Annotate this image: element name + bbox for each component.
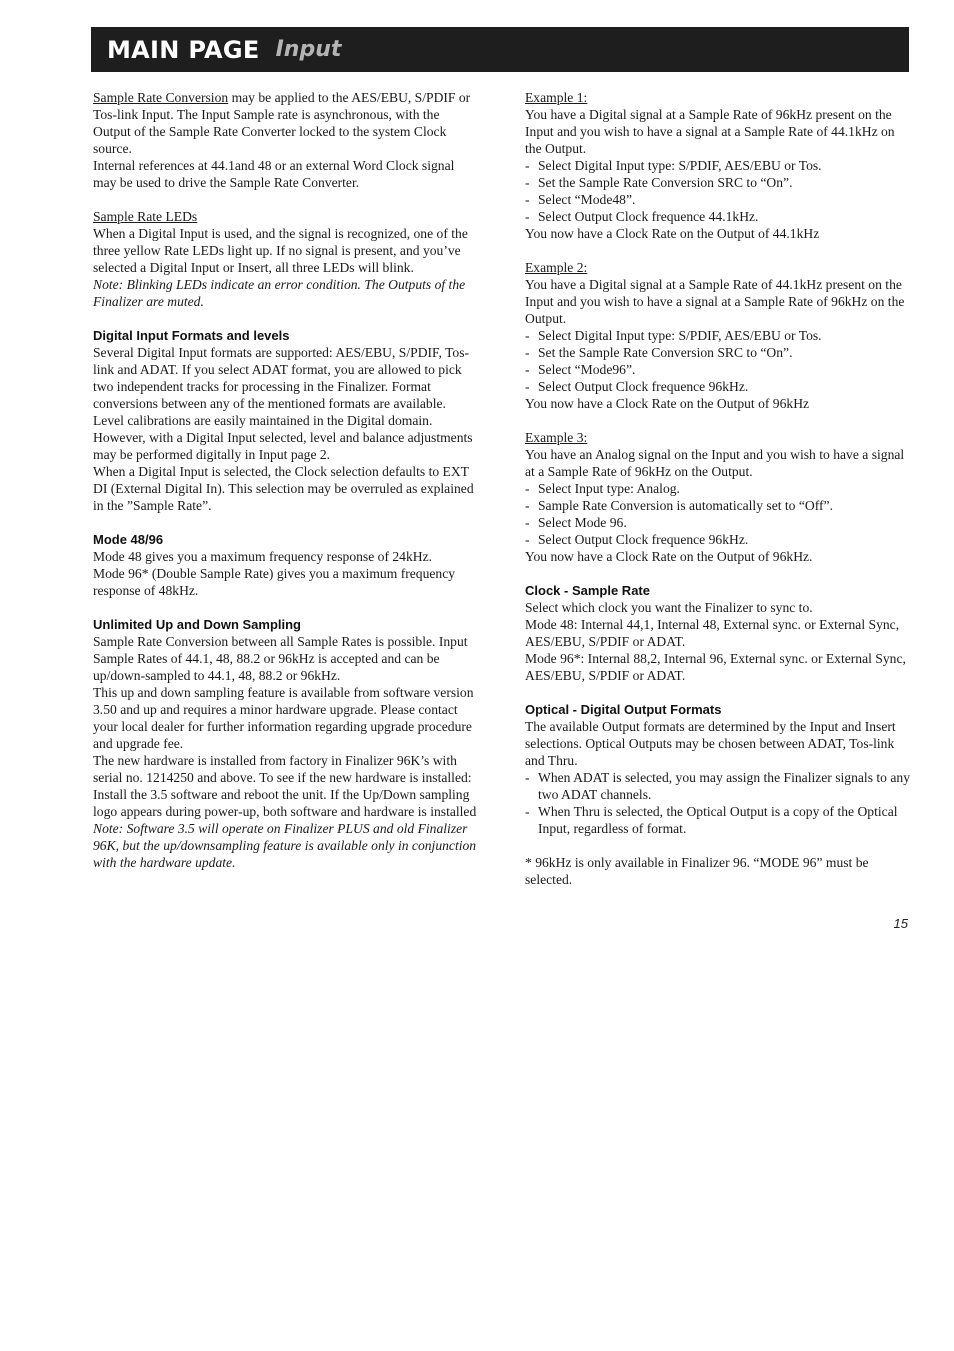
src-text: may be applied to the AES/EBU, S/PDIF or Tos-link Input. The Input Sample rate is asynchronous, with the Output of the Sample Rate Converter locked to the system Clock source. <box>93 90 471 156</box>
src-paragraph <box>93 89 479 157</box>
updown-heading: Unlimited Up and Down Sampling <box>93 617 301 632</box>
list-item: - Set the Sample Rate Conversion SRC to “On”. <box>525 344 911 361</box>
list-item: - Select Output Clock frequence 96kHz. <box>525 531 911 548</box>
example-2-intro: You have a Digital signal at a Sample Rate of 44.1kHz present on the Input and you wish to have a signal at a Sample Rate of 96kHz on the Output. <box>525 277 905 326</box>
list-item: - Select Digital Input type: S/PDIF, AES/EBU or Tos. <box>525 327 911 344</box>
list-item: - Select “Mode48”. <box>525 191 911 208</box>
left-column <box>93 89 479 871</box>
clock-paragraph-2: Mode 48: Internal 44,1, Internal 48, External sync. or External Sync, AES/EBU, S/PDIF or ADAT. <box>525 617 900 649</box>
example-3-steps <box>525 480 911 548</box>
leds-label: Sample Rate LEDs <box>93 209 198 224</box>
optical-paragraph: The available Output formats are determined by the Input and Insert selections. Optical Outputs may be chosen between ADAT, Tos-link and Thru. <box>525 719 896 768</box>
mode-paragraph-1: Mode 48 gives you a maximum frequency response of 24kHz. <box>93 549 433 564</box>
formats-paragraph-1: Several Digital Input formats are supported: AES/EBU, S/PDIF, Tos-link and ADAT. If you select ADAT format, you are allowed to pick two independent tracks for processing in the Finalizer. Format conversions between any of the mentioned formats are available. <box>93 345 470 411</box>
formats-paragraph-3: When a Digital Input is selected, the Clock selection defaults to EXT DI (External Digital In). This selection may be overruled as explained in the ”Sample Rate”. <box>93 464 474 513</box>
example-1-result: You now have a Clock Rate on the Output of 44.1kHz <box>525 226 820 241</box>
list-item: - Select Mode 96. <box>525 514 911 531</box>
list-item: - When Thru is selected, the Optical Output is a copy of the Optical Input, regardless of format. <box>525 803 911 837</box>
list-item: - Select Input type: Analog. <box>525 480 911 497</box>
example-1-intro: You have a Digital signal at a Sample Rate of 96kHz present on the Input and you wish to have a signal at a Sample Rate of 44.1kHz on the Output. <box>525 107 895 156</box>
page-subtitle: Input <box>275 37 342 62</box>
page-header <box>91 27 909 72</box>
updown-paragraph-3: The new hardware is installed from factory in Finalizer 96K’s with serial no. 1214250 and above. To see if the new hardware is installed: Install the 3.5 software and reboot the unit. If the Up/Down sampling logo appears during power-up, both software and hardware is installed <box>93 753 477 819</box>
list-item: - Sample Rate Conversion is automatically set to “Off”. <box>525 497 911 514</box>
updown-note: Note: Software 3.5 will operate on Finalizer PLUS and old Finalizer 96K, but the up/downsampling feature is available only in conjunction with the hardware update. <box>93 821 477 870</box>
right-column <box>525 89 911 888</box>
list-item: - Select “Mode96”. <box>525 361 911 378</box>
formats-heading: Digital Input Formats and levels <box>93 328 290 343</box>
optical-heading: Optical - Digital Output Formats <box>525 702 722 717</box>
example-2-label: Example 2: <box>525 260 588 275</box>
example-3-result: You now have a Clock Rate on the Output of 96kHz. <box>525 549 813 564</box>
list-item: - Select Digital Input type: S/PDIF, AES/EBU or Tos. <box>525 157 911 174</box>
list-item: - Set the Sample Rate Conversion SRC to “On”. <box>525 174 911 191</box>
list-item: - When ADAT is selected, you may assign the Finalizer signals to any two ADAT channels. <box>525 769 911 803</box>
leds-paragraph: When a Digital Input is used, and the signal is recognized, one of the three yellow Rate LEDs light up. If no signal is present, and you’ve selected a Digital Input or Insert, all three LEDs will blink. <box>93 226 468 275</box>
src-paragraph-2: Internal references at 44.1and 48 or an external Word Clock signal may be used to drive the Sample Rate Converter. <box>93 158 455 190</box>
updown-paragraph-2: This up and down sampling feature is available from software version 3.50 and up and requires a minor hardware upgrade. Please contact your local dealer for further information regarding upgrade procedure and upgrade fee. <box>93 685 474 751</box>
example-1-label: Example 1: <box>525 90 588 105</box>
example-3-intro: You have an Analog signal on the Input and you wish to have a signal at a Sample Rate of 96kHz on the Output. <box>525 447 905 479</box>
page-number: 15 <box>893 916 908 931</box>
footnote: * 96kHz is only available in Finalizer 96. “MODE 96” must be selected. <box>525 855 869 887</box>
example-3-label: Example 3: <box>525 430 588 445</box>
clock-paragraph-1: Select which clock you want the Finalizer to sync to. <box>525 600 813 615</box>
clock-paragraph-3: Mode 96*: Internal 88,2, Internal 96, External sync. or External Sync, AES/EBU, S/PDIF or ADAT. <box>525 651 906 683</box>
updown-paragraph-1: Sample Rate Conversion between all Sample Rates is possible. Input Sample Rates of 44.1, 48, 88.2 or 96kHz is accepted and can be up/down-sampled to 44.1, 48, 88.2 or 96kHz. <box>93 634 468 683</box>
example-2-steps <box>525 327 911 395</box>
leds-note: Note: Blinking LEDs indicate an error condition. The Outputs of the Finalizer are muted. <box>93 277 466 309</box>
example-1-steps <box>525 157 911 225</box>
page-title: MAIN PAGE <box>107 35 260 64</box>
clock-heading: Clock - Sample Rate <box>525 583 650 598</box>
src-label: Sample Rate Conversion <box>93 90 229 105</box>
mode-paragraph-2: Mode 96* (Double Sample Rate) gives you a maximum frequency response of 48kHz. <box>93 566 456 598</box>
mode-heading: Mode 48/96 <box>93 532 164 547</box>
formats-paragraph-2: Level calibrations are easily maintained in the Digital domain. However, with a Digital Input selected, level and balance adjustments may be performed digitally in Input page 2. <box>93 413 473 462</box>
list-item: - Select Output Clock frequence 44.1kHz. <box>525 208 911 225</box>
list-item: - Select Output Clock frequence 96kHz. <box>525 378 911 395</box>
optical-steps <box>525 769 911 837</box>
example-2-result: You now have a Clock Rate on the Output of 96kHz <box>525 396 810 411</box>
